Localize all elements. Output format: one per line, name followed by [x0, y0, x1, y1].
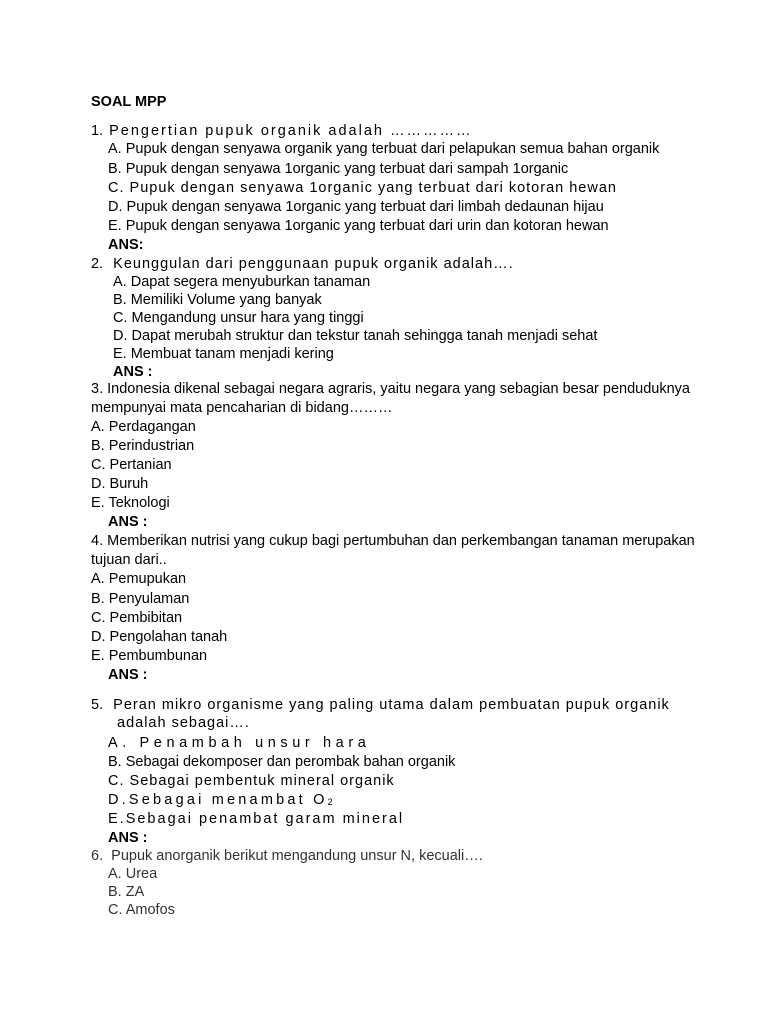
question-5-text-line2: adalah sebagai…. — [117, 715, 250, 731]
question-4-text-line2: tujuan dari.. — [91, 552, 167, 568]
question-4-text-line1: Memberikan nutrisi yang cukup bagi pertumbuhan dan perkembangan tanaman merupakan — [107, 533, 695, 549]
q3-answer-label: ANS : — [108, 514, 148, 530]
question-4-number: 4. — [91, 533, 104, 549]
q1-option-c: C. Pupuk dengan senyawa 1organic yang terbuat dari kotoran hewan — [108, 180, 617, 196]
q5-option-c: C. Sebagai pembentuk mineral organik — [108, 773, 395, 789]
question-1 — [91, 122, 472, 141]
q1-option-a: A. Pupuk dengan senyawa organik yang terbuat dari pelapukan semua bahan organik — [108, 141, 660, 157]
q6-option-c: C. Amofos — [108, 902, 175, 918]
question-3-text-line2: mempunyai mata pencaharian di bidang……… — [91, 400, 393, 416]
q5-option-d-text: D.Sebagai menambat O — [108, 792, 328, 808]
question-3-text-line1: Indonesia dikenal sebagai negara agraris, yaitu negara yang sebagian besar penduduknya — [107, 381, 690, 397]
q5-option-b: B. Sebagai dekomposer dan perombak bahan organik — [108, 754, 456, 770]
q3-option-a: A. Perdagangan — [91, 419, 196, 435]
q5-option-a: A. Penambah unsur hara — [108, 735, 371, 751]
q4-option-b: B. Penyulaman — [91, 591, 190, 607]
question-5-text-line1: Peran mikro organisme yang paling utama dalam pembuatan pupuk organik — [113, 697, 670, 713]
question-6 — [91, 847, 483, 866]
question-2-number: 2. — [91, 256, 104, 272]
q2-option-c: C. Mengandung unsur hara yang tinggi — [113, 310, 364, 326]
q5-answer-label: ANS : — [108, 830, 148, 846]
q1-answer-label: ANS: — [108, 237, 144, 253]
q3-option-b: B. Perindustrian — [91, 438, 195, 454]
question-1-number: 1. — [91, 123, 104, 139]
q3-option-c: C. Pertanian — [91, 457, 172, 473]
q4-option-d: D. Pengolahan tanah — [91, 629, 228, 645]
q2-option-d: D. Dapat merubah struktur dan tekstur tanah sehingga tanah menjadi sehat — [113, 328, 598, 344]
q4-answer-label: ANS : — [108, 667, 148, 683]
q4-option-a: A. Pemupukan — [91, 571, 187, 587]
question-1-text: Pengertian pupuk organik adalah …………… — [109, 123, 473, 139]
q1-option-b: B. Pupuk dengan senyawa 1organic yang terbuat dari sampah 1organic — [108, 161, 569, 177]
question-3-number: 3. — [91, 381, 104, 397]
question-2 — [91, 255, 514, 274]
q3-option-e: E. Teknologi — [91, 495, 170, 511]
question-6-number: 6. — [91, 848, 104, 864]
question-5 — [91, 696, 670, 715]
q6-option-b: B. ZA — [108, 884, 145, 900]
q4-option-c: C. Pembibitan — [91, 610, 183, 626]
q4-option-e: E. Pembumbunan — [91, 648, 208, 664]
q3-option-d: D. Buruh — [91, 476, 149, 492]
q2-option-a: A. Dapat segera menyuburkan tanaman — [113, 274, 371, 290]
q2-option-b: B. Memiliki Volume yang banyak — [113, 292, 322, 308]
question-4 — [91, 532, 695, 551]
q2-option-e: E. Membuat tanam menjadi kering — [113, 346, 334, 362]
q5-option-d-subscript: 2 — [327, 797, 333, 807]
q5-option-e: E.Sebagai penambat garam mineral — [108, 811, 405, 827]
q2-answer-label: ANS : — [113, 364, 153, 380]
q5-option-d — [108, 791, 333, 812]
question-6-text: Pupuk anorganik berikut mengandung unsur N, kecuali…. — [111, 848, 483, 864]
question-5-number: 5. — [91, 697, 104, 713]
document-title: SOAL MPP — [91, 94, 167, 110]
q1-option-e: E. Pupuk dengan senyawa 1organic yang terbuat dari urin dan kotoran hewan — [108, 218, 609, 234]
q6-option-a: A. Urea — [108, 866, 158, 882]
question-3 — [91, 380, 690, 399]
question-2-text: Keunggulan dari penggunaan pupuk organik adalah…. — [113, 256, 514, 272]
q1-option-d: D. Pupuk dengan senyawa 1organic yang terbuat dari limbah dedaunan hijau — [108, 199, 604, 215]
